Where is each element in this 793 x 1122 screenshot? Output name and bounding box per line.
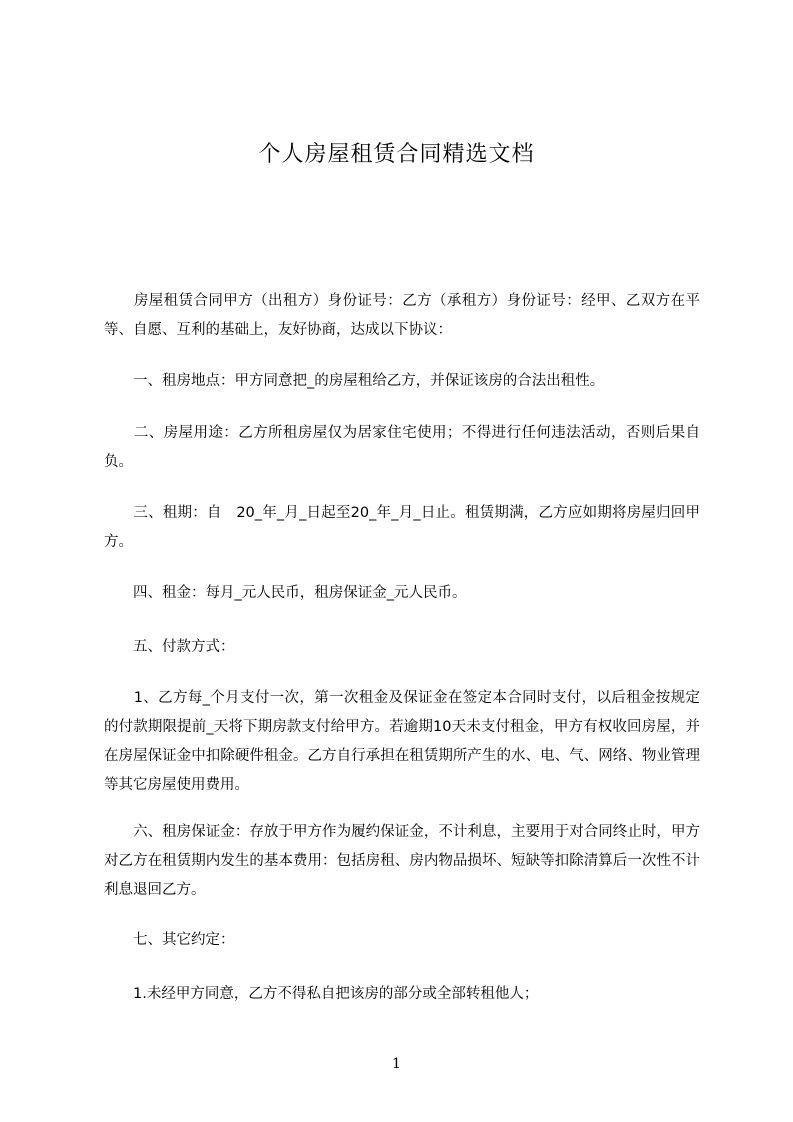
clause-4-rent: 四、租金：每月_元人民币，租房保证金_元人民币。 [104, 585, 467, 601]
page-number: 1 [392, 1056, 401, 1072]
document-title: 个人房屋租赁合同精选文档 [258, 142, 535, 167]
clause-7-item-1: 1.未经甲方同意，乙方不得私自把该房的部分或全部转租他人； [104, 986, 539, 1002]
clause-5-payment-heading: 五、付款方式： [104, 639, 235, 655]
intro-paragraph: 房屋租赁合同甲方（出租方）身份证号：乙方（承租方）身份证号：经甲、乙双方在平等、自愿、互利的基础上，友好协商，达成以下协议： [104, 293, 700, 338]
clause-3-term: 三、租期：自 20_年_月_日起至20_年_月_日止。租赁期满，乙方应如期将房屋归回甲方。 [104, 505, 700, 550]
clause-1-location: 一、租房地点：甲方同意把_的房屋租给乙方，并保证该房的合法出租性。 [104, 373, 605, 389]
clause-7-other-heading: 七、其它约定： [104, 932, 235, 948]
clause-6-deposit: 六、租房保证金：存放于甲方作为履约保证金，不计利息，主要用于对合同终止时，甲方对乙方在租赁期内发生的基本费用：包括房租、房内物品损坏、短缺等扣除清算后一次性不计利息退回乙方。 [104, 824, 700, 898]
clause-2-usage: 二、房屋用途：乙方所租房屋仅为居家住宅使用；不得进行任何违法活动，否则后果自负。 [104, 425, 700, 470]
clause-5-payment-detail: 1、乙方每_个月支付一次，第一次租金及保证金在签定本合同时支付，以后租金按规定的付款期限提前_天将下期房款支付给甲方。若逾期10天未支付租金，甲方有权收回房屋，并在房屋保证金中扣除硬件租金。乙方自行承担在租赁期所产生的水、电、气、网络、物业管理等其它房屋使用费用。 [104, 690, 700, 793]
